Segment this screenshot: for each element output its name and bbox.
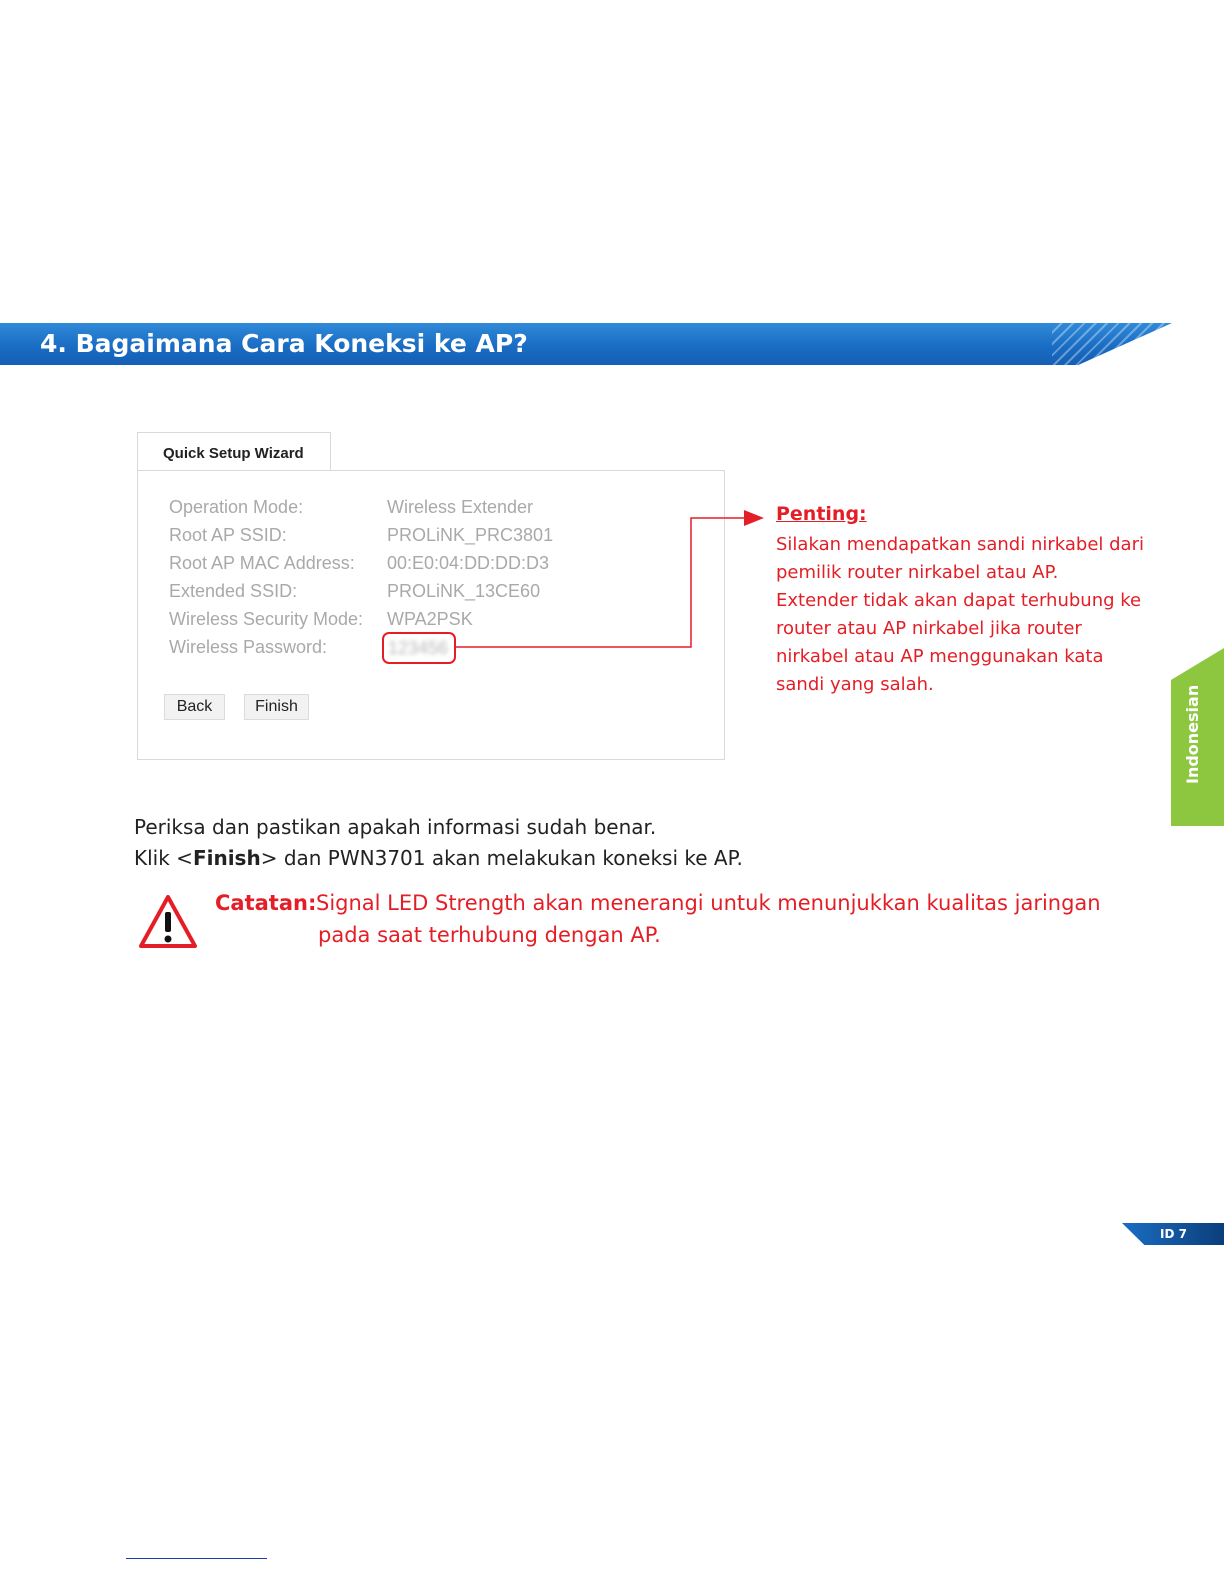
row-label: Root AP SSID: bbox=[169, 525, 287, 545]
note-line-1: Signal LED Strength akan menerangi untuk menunjukkan kualitas jaringan bbox=[316, 891, 1101, 915]
instruction-bold: Finish bbox=[192, 846, 261, 870]
row-label: Operation Mode: bbox=[169, 497, 304, 517]
row-value: 00:E0:04:DD:DD:D3 bbox=[387, 553, 550, 573]
row-value: PROLiNK_13CE60 bbox=[387, 581, 541, 601]
page-number: ID 7 bbox=[1160, 1227, 1187, 1241]
footer-rule bbox=[126, 1558, 267, 1559]
finish-button[interactable]: Finish bbox=[244, 694, 309, 720]
note-line-2: pada saat terhubung dengan AP. bbox=[318, 923, 661, 947]
important-line: sandi yang salah. bbox=[776, 674, 934, 695]
instruction-line-1: Periksa dan pastikan apakah informasi sudah benar. bbox=[134, 815, 657, 839]
important-line: Silakan mendapatkan sandi nirkabel dari bbox=[776, 534, 1144, 555]
important-line: Extender tidak akan dapat terhubung ke bbox=[776, 590, 1142, 611]
important-title: Penting: bbox=[776, 503, 867, 525]
important-line: nirkabel atau AP menggunakan kata bbox=[776, 646, 1104, 667]
row-label: Extended SSID: bbox=[169, 581, 298, 601]
row-label: Root AP MAC Address: bbox=[169, 553, 355, 573]
row-label: Wireless Security Mode: bbox=[169, 609, 364, 629]
warning-triangle-icon bbox=[138, 894, 198, 950]
important-text bbox=[776, 531, 1166, 699]
back-button[interactable]: Back bbox=[164, 694, 225, 720]
wizard-tab[interactable]: Quick Setup Wizard bbox=[137, 432, 331, 470]
section-title: 4. Bagaimana Cara Koneksi ke AP? bbox=[40, 329, 528, 358]
row-value: WPA2PSK bbox=[387, 609, 473, 629]
instruction-suffix: > dan PWN3701 akan melakukan koneksi ke AP. bbox=[260, 846, 743, 870]
important-line: pemilik router nirkabel atau AP. bbox=[776, 562, 1059, 583]
instruction-prefix: Klik < bbox=[134, 846, 193, 870]
row-label: Wireless Password: bbox=[169, 637, 328, 657]
instruction-line-2 bbox=[134, 846, 743, 870]
note-label: Catatan: bbox=[215, 891, 317, 915]
important-line: router atau AP nirkabel jika router bbox=[776, 618, 1082, 639]
password-value-blurred: 123456 bbox=[388, 638, 449, 658]
row-value: Wireless Extender bbox=[387, 497, 534, 517]
language-label: Indonesian bbox=[1183, 684, 1202, 784]
row-value: PROLiNK_PRC3801 bbox=[387, 525, 554, 545]
